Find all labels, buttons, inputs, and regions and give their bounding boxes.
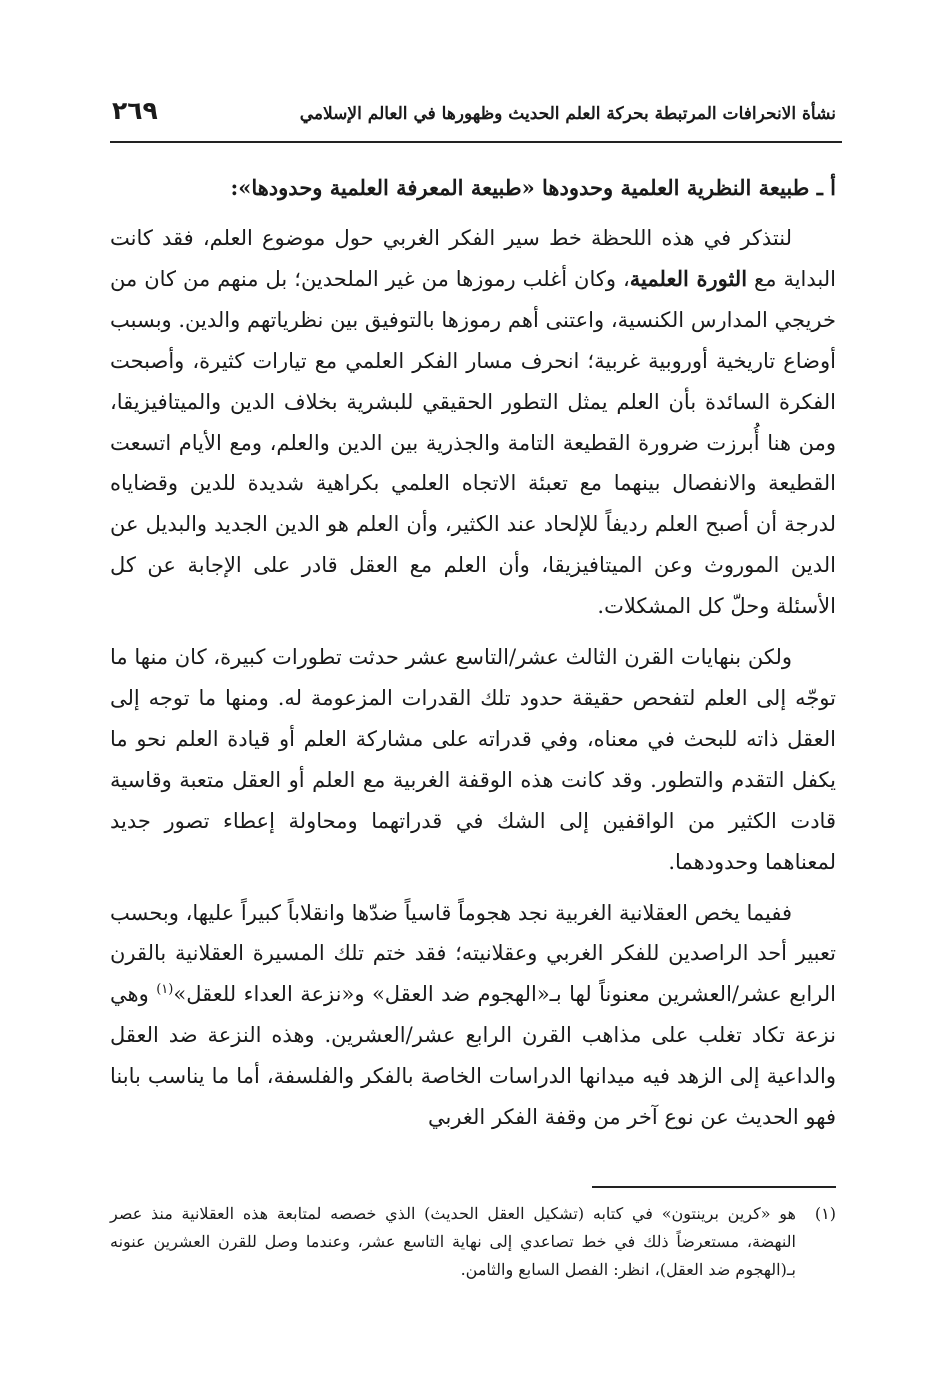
paragraph-1 — [110, 218, 836, 627]
footnote-rule — [592, 1186, 836, 1188]
paragraph-3-start: ففيما يخص العقلانية الغربية نجد هجوماً قاسياً ضدّها وانقلاباً كبيراً عليها، وبحسب تعبير أحد الراصدين للفكر الغربي وعقلانيته؛ فقد ختم تلك المسيرة العقلانية بالقرن الرابع عشر/العشرين معنوناً لها بـ«الهجوم ضد العقل» و«نزعة العداء للعقل» — [110, 900, 836, 1007]
paragraph-3 — [110, 893, 836, 1138]
paragraph-2: ولكن بنهايات القرن الثالث عشر/التاسع عشر حدثت تطورات كبيرة، كان منها ما توجّه إلى العلم لتفحص حقيقة حدود تلك القدرات المزعومة له. ومنها ما توجه إلى العقل ذاته للبحث في معناه، وفي قدراته على مشاركة العلم أو قيادة العلم نحو ما يكفل التقدم والتطور. وقد كانت هذه الوقفة الغربية مع العلم أو العقل متعبة وقاسية قادت الكثير من الواقفين إلى الشك في قدراتهما ومحاولة إعطاء تصور جديد لمعناهما وحدودهما. — [110, 645, 836, 874]
footnote-text: هو «كرين برينتون» في كتابه (تشكيل العقل الحديث) الذي خصصه لمتابعة هذه العقلانية منذ عصر النهضة، مستعرضاً ذلك في خط تصاعدي إلى نهاية التاسع عشر، وعندما وصل للقرن العشرين عنونه بـ(الهجوم ضد العقل)، انظر: الفصل السابع والثامن. — [110, 1204, 796, 1279]
page-number: ٢٦٩ — [112, 96, 158, 125]
paragraph-3-rest: وهي نزعة تكاد تغلب على مذاهب القرن الرابع عشر/العشرين. وهذه النزعة ضد العقل والداعية إلى الزهد فيه ميدانها الدراسات الخاصة بالفكر والفلسفة، أما ما يناسب بابنا فهو الحديث عن نوع آخر من وقفة الفكر الغربي — [110, 982, 836, 1130]
header-rule — [110, 141, 842, 143]
section-heading: أ ـ طبيعة النظرية العلمية وحدودها «طبيعة المعرفة العلمية وحدودها»: — [230, 175, 836, 200]
body-text — [110, 168, 836, 1138]
paragraph-1-start: لنتذكر في هذه اللحظة خط سير الفكر الغربي حول موضوع العلم، فقد كانت البداية مع — [110, 226, 836, 291]
footnote-reference[interactable]: (١) — [156, 982, 174, 998]
footnotes — [110, 1200, 836, 1284]
footnote-number: (١) — [814, 1204, 836, 1223]
running-header — [112, 96, 836, 130]
running-title: نشأة الانحرافات المرتبطة بحركة العلم الحديث وظهورها في العالم الإسلامي — [299, 104, 836, 124]
footnote-item — [110, 1200, 836, 1284]
bold-term: الثورة العلمية — [629, 265, 748, 291]
paragraph-1-rest: ، وكان أغلب رموزها من غير الملحدين؛ بل منهم من كان من خريجي المدارس الكنسية، واعتنى أهم رموزها بالتوفيق بين نظرياتهم والدين. وبسبب أوضاع تاريخية أوروبية غربية؛ انحرف مسار الفكر العلمي مع تيارات كثيرة، وأصبحت الفكرة السائدة بأن العلم يمثل التطور الحقيقي للبشرية بخلاف الدين والميتافيزيقا، ومن هنا أُبرزت ضرورة القطيعة التامة والجذرية بين الدين والعلم، ومع الأيام اتسعت القطيعة والانفصال بينهما مع تعبئة الاتجاه العلمي بكراهية شديدة للدين وقضاياه لدرجة أن أصبح العلم رديفاً للإلحاد عند الكثير، وأن العلم هو الدين الجديد والبديل عن الدين الموروث وعن الميتافيزيقا، وأن العلم مع العقل قادر على الإجابة عن كل الأسئلة وحلّ كل المشكلات. — [110, 266, 836, 619]
